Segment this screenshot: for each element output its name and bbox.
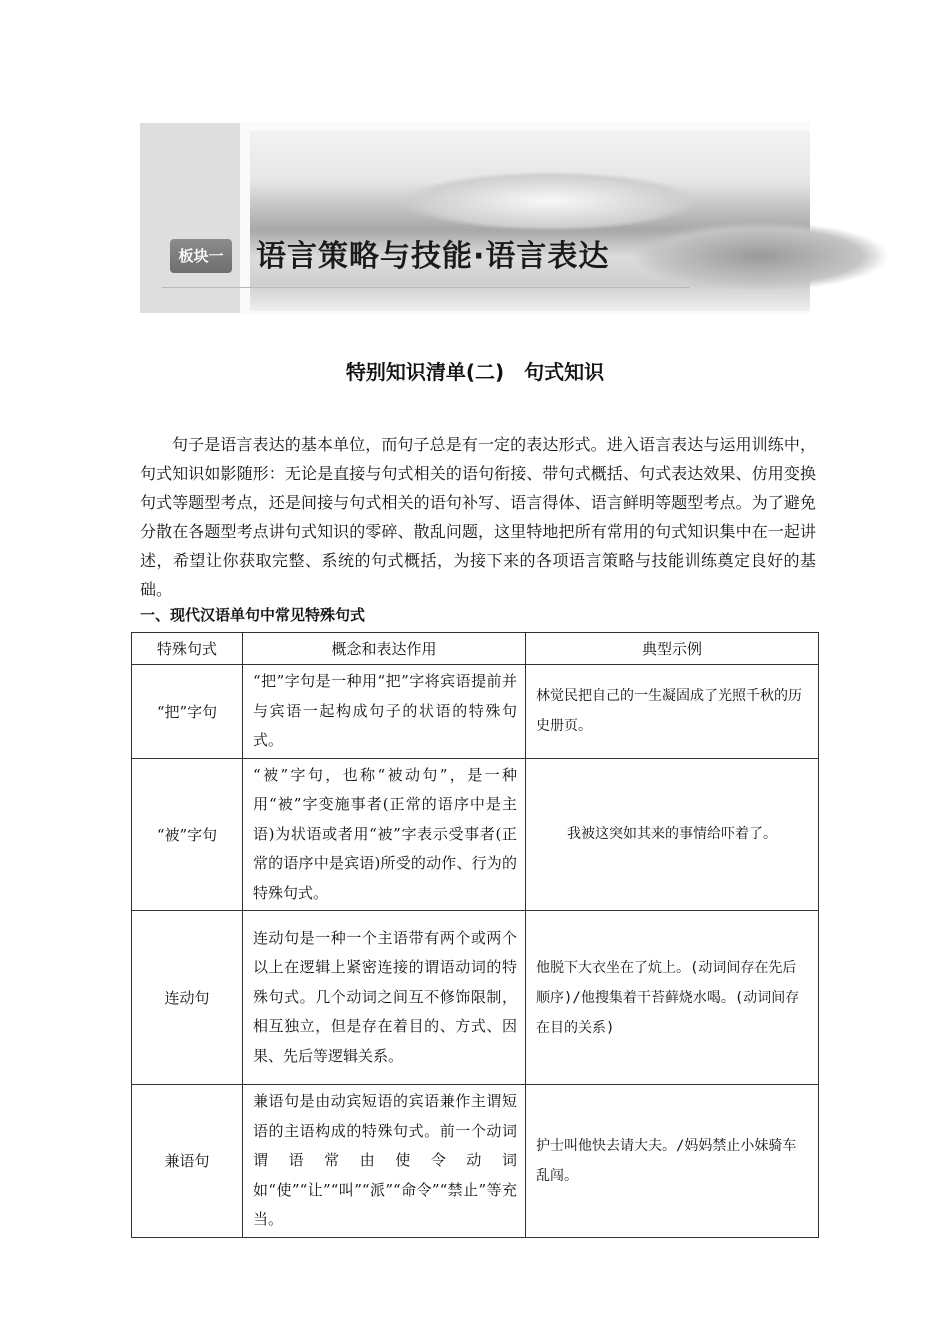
wave-highlight	[400, 171, 700, 231]
header-cell: 特殊句式	[132, 633, 243, 665]
section-heading: 一、现代汉语单句中常见特殊句式	[140, 606, 366, 624]
example-cell: 他脱下大衣坐在了炕上。(动词间存在先后顺序)/他搜集着干苔藓烧水喝。(动词间存在目的关系)	[526, 911, 819, 1085]
concept-cell: 兼语句是由动宾短语的宾语兼作主谓短语的主语构成的特殊句式。前一个动词谓语常由使令动词如“使”“让”“叫”“派”“命令”“禁止”等充当。	[243, 1085, 526, 1238]
section-tag: 板块一	[170, 239, 232, 273]
header-cell: 概念和表达作用	[243, 633, 526, 665]
pattern-name-cell: 连动句	[132, 911, 243, 1085]
example-cell: 我被这突如其来的事情给吓着了。	[526, 758, 819, 911]
table-row	[132, 665, 819, 759]
example-cell: 林觉民把自己的一生凝固成了光照千秋的历史册页。	[526, 665, 819, 759]
header-banner	[140, 123, 810, 313]
document-title: 特别知识清单(二) 句式知识	[345, 360, 605, 384]
banner-title: 语言策略与技能·语言表达	[256, 239, 610, 274]
pattern-name-cell: “把”字句	[132, 665, 243, 759]
table-row	[132, 1085, 819, 1238]
sentence-pattern-table	[131, 632, 819, 1238]
pattern-name-cell: “被”字句	[132, 758, 243, 911]
table-row	[132, 758, 819, 911]
concept-cell: “把”字句是一种用“把”字将宾语提前并与宾语一起构成句子的状语的特殊句式。	[243, 665, 526, 759]
intro-paragraph: 句子是语言表达的基本单位，而句子总是有一定的表达形式。进入语言表达与运用训练中，句式知识如影随形：无论是直接与句式相关的语句衔接、带句式概括、句式表达效果、仿用变换句式等题型考点，还是间接与句式相关的语句补写、语言得体、语言鲜明等题型考点。为了避免分散在各题型考点讲句式知识的零碎、散乱问题，这里特地把所有常用的句式知识集中在一起讲述，希望让你获取完整、系统的句式概括，为接下来的各项语言策略与技能训练奠定良好的基础。	[140, 435, 816, 599]
pattern-name-cell: 兼语句	[132, 1085, 243, 1238]
concept-cell: “被”字句，也称“被动句”，是一种用“被”字变施事者(正常的语序中是主语)为状语或者用“被”字表示受事者(正常的语序中是宾语)所受的动作、行为的特殊句式。	[243, 758, 526, 911]
header-cell: 典型示例	[526, 633, 819, 665]
table-header-row	[132, 633, 819, 665]
example-cell: 护士叫他快去请大夫。/妈妈禁止小妹骑车乱闯。	[526, 1085, 819, 1238]
concept-cell: 连动句是一种一个主语带有两个或两个以上在逻辑上紧密连接的谓语动词的特殊句式。几个动词之间互不修饰限制，相互独立，但是存在着目的、方式、因果、先后等逻辑关系。	[243, 911, 526, 1085]
table-row	[132, 911, 819, 1085]
